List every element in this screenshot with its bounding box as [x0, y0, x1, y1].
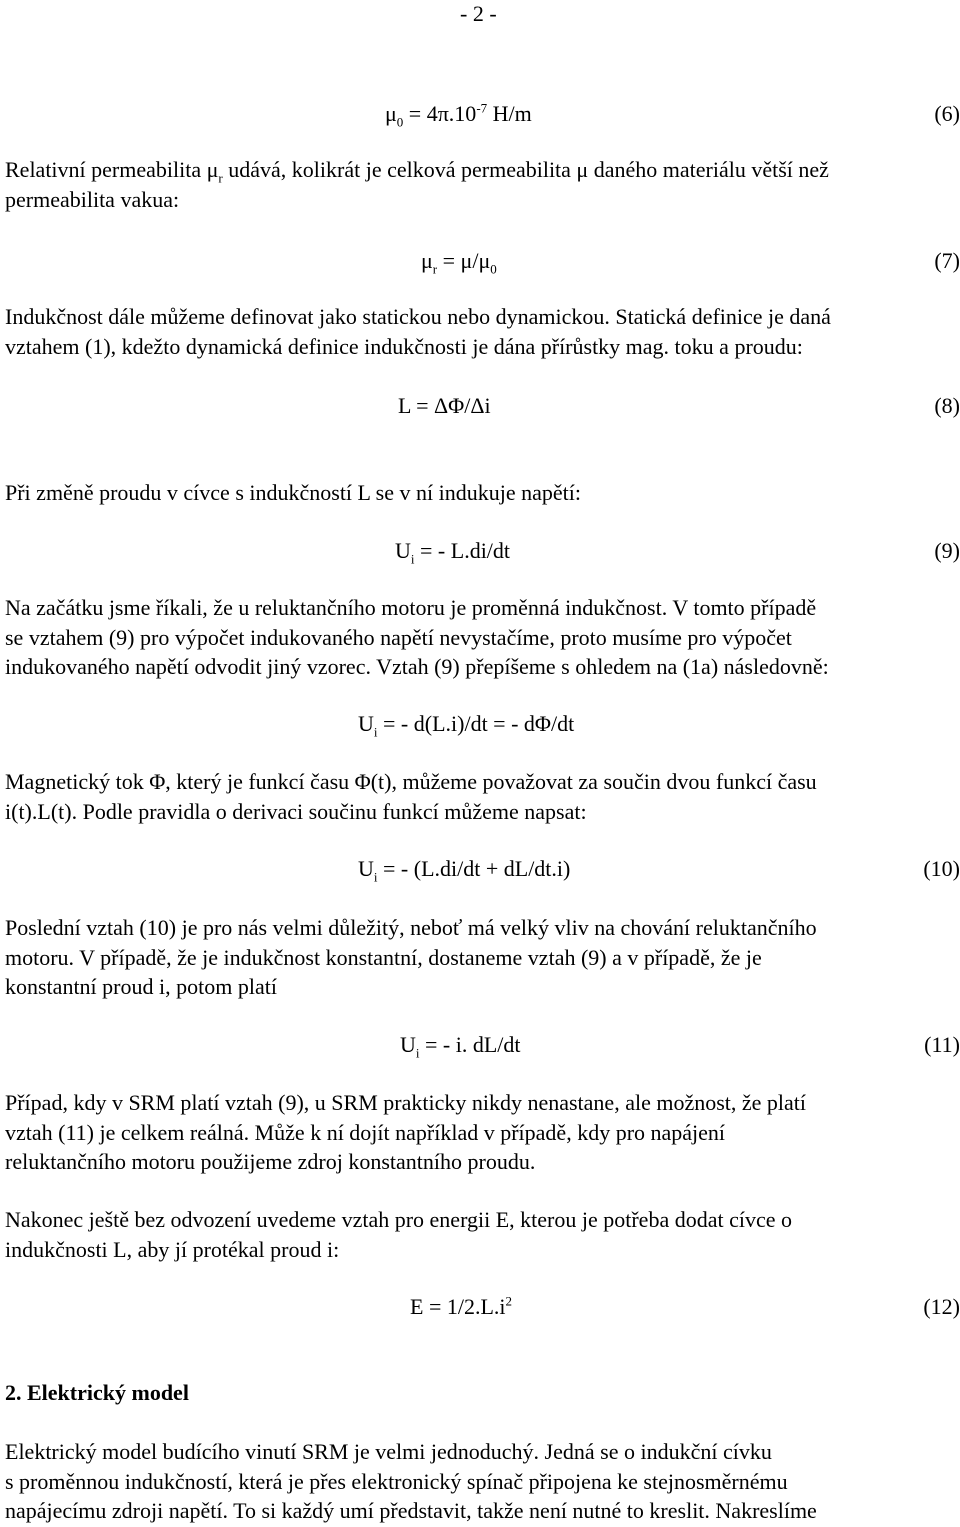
text-line: indukčnosti L, aby jí protékal proud i:	[5, 1236, 340, 1262]
equation-12-number: (12)	[923, 1294, 960, 1319]
equation-6: $\mu_0 = 4\pi.10^{-7}$ H/m	[385, 100, 532, 130]
equation-8-number: (8)	[934, 393, 960, 418]
text-line: konstantní proud i, potom platí	[5, 974, 277, 999]
text-line: Magnetický tok Φ, který je funkcí času Φ(t), můžeme považovat za součin dvou funkcí času	[5, 769, 817, 794]
paragraph-last-relation	[5, 913, 957, 1002]
text-line: vztah (11) je celkem reálná. Může k ní dojít například v případě, kdy pro napájení	[5, 1119, 726, 1145]
text-line: Indukčnost dále můžeme definovat jako statickou nebo dynamickou. Statická definice je daná	[5, 304, 831, 329]
paragraph-energy	[5, 1205, 957, 1264]
equation-7: $\mu_r = \mu/\mu_0$	[421, 248, 497, 277]
equation-6-number: (6)	[934, 101, 960, 126]
equation-9: $U_i$ = - L.di/dt	[395, 538, 511, 567]
text-line: vztahem (1), kdežto dynamická definice indukčnosti je dána přírůstky mag. toku a proudu:	[5, 333, 803, 359]
text-line: Poslední vztah (10) je pro nás velmi důležitý, neboť má velký vliv na chování reluktančního	[5, 915, 817, 940]
text-line: motoru. V případě, že je indukčnost konstantní, dostaneme vztah (9) a v případě, že je	[5, 944, 762, 970]
text-line: permeabilita vakua:	[5, 186, 180, 212]
text-line: Elektrický model budícího vinutí SRM je velmi jednoduchý. Jedná se o indukční cívku	[5, 1439, 772, 1464]
paragraph-induced-voltage	[5, 478, 957, 508]
paragraph-electrical-model	[5, 1437, 957, 1526]
text-line: napájecímu zdroji napětí. To si každý umí představit, takže není nutné to kreslit. Nakreslíme	[5, 1498, 817, 1523]
text-line: s proměnnou indukčností, která je přes elektronický spínač připojena ke stejnosměrnému	[5, 1468, 788, 1494]
paragraph-relative-permeability	[5, 155, 957, 214]
text-line: Relativní permeabilita $\mu_r$ udává, kolikrát je celková permeabilita μ daného materiálu větší než	[5, 157, 829, 186]
text-line: Nakonec ještě bez odvození uvedeme vztah pro energii E, kterou je potřeba dodat cívce o	[5, 1207, 792, 1232]
text-line: reluktančního motoru použijeme zdroj konstantního proudu.	[5, 1149, 536, 1174]
text-line: indukovaného napětí odvodit jiný vzorec. Vztah (9) přepíšeme s ohledem na (1a) následovně:	[5, 654, 829, 679]
text-line: se vztahem (9) pro výpočet indukovaného napětí nevystačíme, proto musíme pro výpočet	[5, 624, 792, 650]
paragraph-variable-inductance	[5, 593, 957, 682]
equation-8: L = ΔΦ/Δi	[398, 393, 491, 418]
equation-9b: $U_i$ = - d(L.i)/dt = - dΦ/dt	[358, 711, 575, 740]
text-line: Při změně proudu v cívce s indukčností L se v ní indukuje napětí:	[5, 480, 581, 505]
text-line: i(t).L(t). Podle pravidla o derivaci součinu funkcí můžeme napsat:	[5, 798, 587, 824]
equation-10: $U_i$ = - (L.di/dt + dL/dt.i)	[358, 856, 571, 885]
text-line: Na začátku jsme říkali, že u reluktančního motoru je proměnná indukčnost. V tomto případě	[5, 595, 817, 620]
equation-11: $U_i$ = - i. dL/dt	[400, 1032, 521, 1061]
paragraph-inductance-definition	[5, 302, 957, 361]
paragraph-magnetic-flux	[5, 767, 957, 826]
equation-7-number: (7)	[934, 248, 960, 273]
page-number: - 2 -	[460, 1, 497, 26]
equation-9-number: (9)	[934, 538, 960, 563]
equation-11-number: (11)	[924, 1032, 960, 1057]
paragraph-srm-case	[5, 1088, 957, 1177]
equation-10-number: (10)	[923, 856, 960, 881]
text-line: Případ, kdy v SRM platí vztah (9), u SRM prakticky nikdy nenastane, ale možnost, že platí	[5, 1090, 807, 1115]
equation-12: $E = 1/2.L.i^2$	[410, 1293, 513, 1319]
section-heading: 2. Elektrický model	[5, 1380, 189, 1405]
